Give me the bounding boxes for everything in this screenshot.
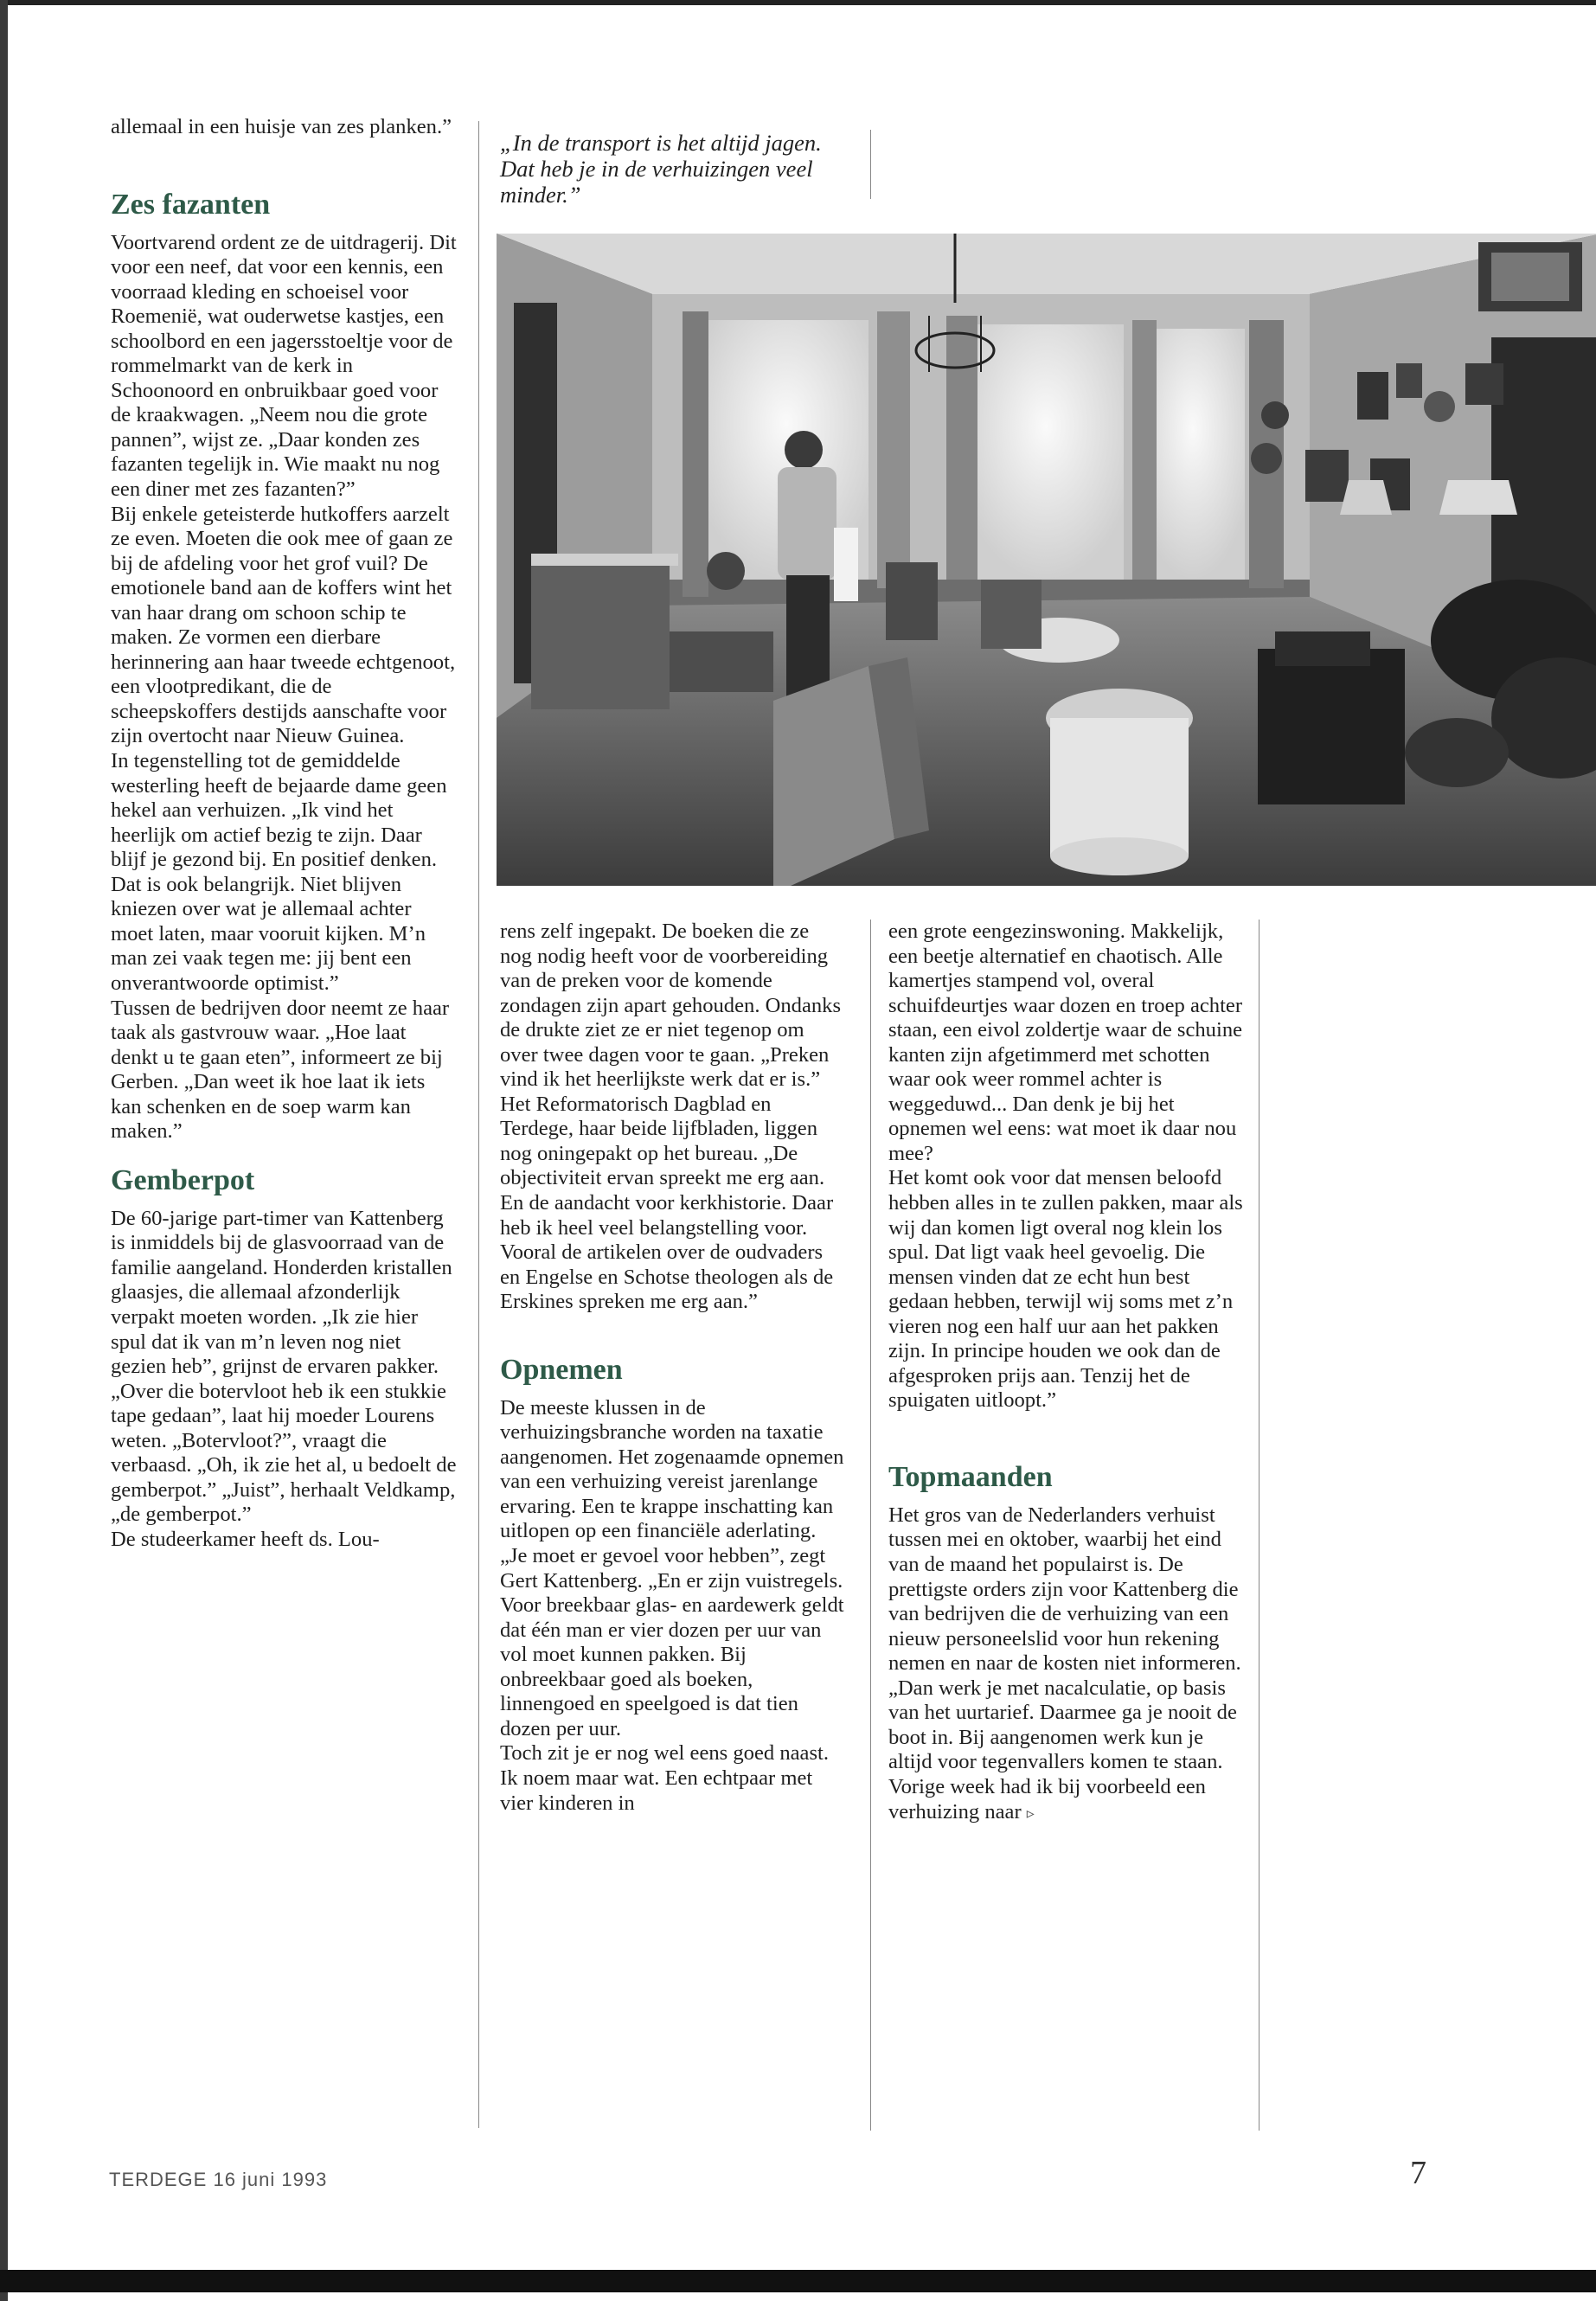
- paragraph: In tegenstelling tot de gemiddelde westerling heeft de bejaarde dame geen hekel aan verhuizen. „Ik vind het heerlijk om actief bezig te zijn. Daar blijf je gezond bij. En positief denken. Dat is ook belangrijk. Niet blijven kniezen over wat je allemaal achter moet laten, maar vooruit kijken. M’n man zei vaak tegen me: jij bent een onverantwoorde optimist.”: [111, 749, 447, 995]
- paragraph: rens zelf ingepakt. De boeken die ze nog nodig heeft voor de voorbereiding van de preken voor de komende zondagen zijn apart gehouden. Ondanks de drukte ziet ze er niet tegenop om over twee dagen voor te gaan. „Preken vind ik het heerlijkste werk dat er is.”: [500, 920, 842, 1092]
- scan-edge: [0, 0, 8, 2301]
- paragraph: „Over die botervloot heb ik een stukkie tape gedaan”, laat hij moeder Lourens weten. „Botervloot?”, vraagt die verbaasd. „Oh, ik zie het al, u bedoelt de gemberpot.” „Juist”, herhaalt Veldkamp, „de gemberpot.”: [111, 1379, 457, 1527]
- paragraph: allemaal in een huisje van zes planken.”: [111, 115, 452, 138]
- paragraph: Bij enkele geteisterde hutkoffers aarzelt ze even. Moeten die ook mee of gaan ze bij de afdeling voor het grof vuil? De emotionele band aan de koffers wint het van haar drang om schoon schip te maken. Ze vormen een dierbare herinnering aan haar tweede echtgenoot, een vlootpredikant, die de scheepskoffers destijds aanschafte voor zijn overtocht naar Nieuw Guinea.: [111, 502, 456, 748]
- column-divider: [478, 121, 479, 2128]
- paragraph: Voortvarend ordent ze de uitdragerij. Dit voor een neef, dat voor een kennis, een voorraad kleding en schoeisel voor Roemenië, wat ouderwetse kastjes, een schoolbord en een jagersstoeltje voor de rommelmarkt van de kerk in Schoonoord en onbruikbaar goed voor de kraakwagen. „Neem nou die grote pannen”, wijst ze. „Daar konden zes fazanten tegelijk in. Wie maakt nu nog een diner met zes fazanten?”: [111, 230, 457, 502]
- continue-arrow-icon: ▹: [1026, 1804, 1035, 1822]
- article-column-1: [111, 115, 457, 1552]
- section-heading-zes-fazanten: Zes fazanten: [111, 188, 271, 221]
- paragraph: De studeerkamer heeft ds. Lou-: [111, 1527, 380, 1551]
- paragraph: [888, 1503, 1252, 1825]
- paragraph: Het komt ook voor dat mensen beloofd hebben alles in te zullen pakken, maar als wij dan komen ligt overal nog klein los spul. Dat ligt vaak heel gevoelig. Die mensen vinden dat ze echt hun best gedaan hebben, terwijl wij soms met z’n vieren nog een half uur aan het pakken zijn. In principe houden we ook dan de afgesproken prijs aan. Tenzij het de spuigaten uitloopt.”: [888, 1166, 1243, 1413]
- magazine-footer: TERDEGE 16 juni 1993: [109, 2169, 328, 2190]
- section-heading-opnemen: Opnemen: [500, 1353, 623, 1386]
- paragraph: Het Reformatorisch Dagblad en Terdege, haar beide lijfbladen, liggen nog oningepakt op het bureau. „De objectiviteit ervan spreekt me erg aan. En de aandacht voor kerkhistorie. Daar heb ik heel veel belangstelling voor. Vooral de artikelen over de oudvaders en Engelse en Schotse theologen als de Erskines spreken me erg aan.”: [500, 1092, 834, 1314]
- article-column-2: [500, 920, 846, 1816]
- section-heading-topmaanden: Topmaanden: [888, 1460, 1053, 1493]
- bottom-rule: [0, 2270, 1596, 2292]
- section-heading-gemberpot: Gemberpot: [111, 1163, 255, 1196]
- paragraph: De meeste klussen in de verhuizingsbranche worden na taxatie aangenomen. Het zogenaamde opnemen van een verhuizing vereist jarenlange ervaring. Een te krappe inschatting kan uitlopen op een financiële aderlating. „Je moet er gevoel voor hebben”, zegt Gert Kattenberg. „En er zijn vuistregels. Voor breekbaar glas- en aardewerk geldt dat één man er vier dozen per uur van vol moet kunnen pakken. Bij onbreekbaar goed als boeken, linnengoed en speelgoed is dat tien dozen per uur.: [500, 1395, 844, 1740]
- paragraph: Toch zit je er nog wel eens goed naast. Ik noem maar wat. Een echtpaar met vier kinderen in: [500, 1741, 830, 1815]
- paragraph-text: Het gros van de Nederlanders verhuist tussen mei en oktober, waarbij het eind van de maand het populairst is. De prettigste orders zijn voor Kattenberg die van bedrijven die de verhuizing van een nieuw personeelslid voor hun rekening nemen en naar de kosten niet informeren. „Dan werk je met nacalculatie, op basis van het uurtarief. Daarmee ga je nooit de boot in. Bij aangenomen werk kun je altijd voor tegenvallers komen te staan. Vorige week had ik bij voorbeeld een verhuizing naar: [888, 1503, 1241, 1823]
- pull-quote: „In de transport is het altijd jagen. Dat heb je in de verhuizingen veel minder.”: [500, 130, 822, 208]
- living-room-photo: [497, 234, 1596, 886]
- article-column-3: [888, 920, 1252, 1825]
- column-divider: [870, 920, 871, 2131]
- paragraph: een grote eengezinswoning. Makkelijk, een beetje alternatief en chaotisch. Alle kamertjes stampend vol, overal schuifdeurtjes waar dozen en troep achter staan, een eivol zoldertje waar de schuine kanten zijn afgetimmerd met schotten waar ook weer rommel achter is weggeduwd... Dan denk je bij het opnemen wel eens: wat moet ik daar nou mee?: [888, 920, 1243, 1165]
- top-rule: [0, 0, 1596, 5]
- paragraph: De 60-jarige part-timer van Kattenberg is inmiddels bij de glasvoorraad van de familie aangeland. Honderden kristallen glaasjes, die allemaal afzonderlijk verpakt moeten worden. „Ik zie hier spul dat ik van m’n leven nog niet gezien heb”, grijnst de ervaren pakker.: [111, 1206, 452, 1379]
- page-number: 7: [1410, 2155, 1426, 2191]
- paragraph: Tussen de bedrijven door neemt ze haar taak als gastvrouw waar. „Hoe laat denkt u te gaan eten”, informeert ze bij Gerben. „Dan weet ik hoe laat ik iets kan schenken en de soep warm kan maken.”: [111, 996, 450, 1144]
- quote-divider: [870, 130, 871, 199]
